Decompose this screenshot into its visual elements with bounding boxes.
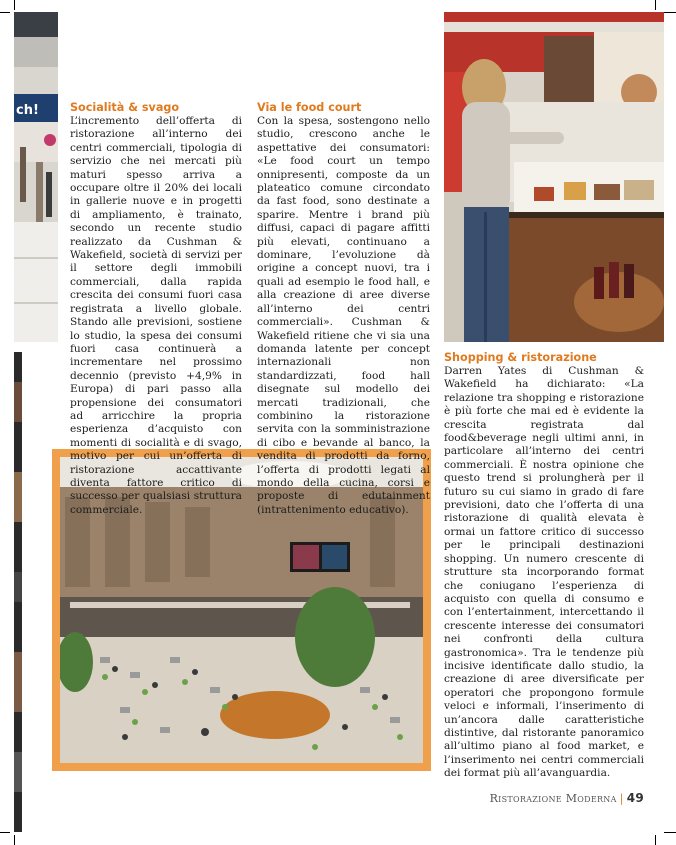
crop-mark [655,0,656,10]
heading-socialita: Socialità & svago [70,101,180,114]
heading-food-court: Via le food court [257,101,362,114]
crop-mark [664,832,676,833]
page-number: 49 [626,791,644,805]
page-footer [490,791,644,805]
dark-edge-image [14,352,22,832]
edge-photo-sign-text: ch! [16,103,39,118]
mall-edge-image [14,12,58,342]
column-shopping [444,351,644,781]
body-shopping: Darren Yates di Cushman & Wakefield ha dichiarato: «La relazione tra shopping e ristorazione è più forte che mai ed è evidente la crescita registrata dal food&beverage negli ultimi anni, in particolare all’interno dei centri commerciali. È nostra opinione che questo trend si prolungherà per il futuro su cui siamo in grado di fare previsioni, dato che l’offerta di una ristorazione di qualità elevata è ormai un fattore critico di successo per le principali destinazioni shopping. Un numero crescente di strutture sta incorporando format che coniugano l’esperienza di acquisto con quella di consumo e con l’entertainment, intercettando il crescente interesse dei consumatori nei confronti della cultura gastronomica». Tra le tendenze più incisive identificate dallo studio, la creazione di aree diversificate per operatori che propongono formule veloci e informali, l’inserimento di un’ancora dalle caratteristiche distintive, dal ristorante panoramico all’ultimo piano al food market, e l’inserimento nei centri commerciali dei format più all’avanguardia. [444,365,644,780]
crop-mark [0,832,10,833]
edge-photo-mall [14,12,58,342]
heading-shopping: Shopping & ristorazione [444,351,597,364]
food-counter-image [444,12,664,342]
column-socialita [70,101,242,517]
crop-mark [14,0,15,10]
crop-mark [14,835,15,845]
crop-mark [664,12,676,13]
edge-photo-dark [14,352,22,832]
magazine-name: Ristorazione Moderna [489,792,617,805]
body-socialita: L’incremento dell’offerta di ristorazione all’interno dei centri commerciali, tipologia di servizio che nei mercati più maturi spesso arriva a occupare oltre il 20% dei locali in gallerie nuove e in progetti di ampliamento, è trainato, secondo un recente studio realizzato da Cushman & Wakefield, società di servizi per il settore degli immobili commerciali, dalla rapida crescita dei consumi fuori casa registrata a livello globale. Stando alle previsioni, sostiene lo studio, la spesa dei consumi fuori casa continuerà a incrementare nel prossimo decennio (previsto +4,9% in Europa) di pari passo alla propensione dei consumatori ad arricchire la propria esperienza d’acquisto con momenti di socialità e di svago, motivo per cui un’offerta di ristorazione accattivante diventa fattore critico di successo per qualsiasi struttura commerciale. [70,115,242,516]
column-food-court [257,101,430,517]
footer-separator: | [619,792,624,805]
food-counter-photo [444,12,664,342]
body-food-court: Con la spesa, sostengono nello studio, crescono anche le aspettative dei consumatori: «Le food court un tempo onnipresenti, composte da un plateatico comune circondato da fast food, sono destinate a sparire. Mentre i brand più diffusi, capaci di pagare affitti più elevati, continuano a dominare, l’evoluzione dà origine a concept nuovi, tra i quali ad esempio le food hall, e alla creazione di aree diverse all’interno dei centri commerciali». Cushman & Wakefield ritiene che vi sia una domanda latente per concept internazionali non standardizzati, food hall disegnate sul modello dei mercati tradizionali, che combinino la ristorazione servita con la somministrazione di cibo e bevande al banco, la vendita di prodotti da forno, l’offerta di prodotti legati al mondo della cucina, corsi e proposte di edutainment (intrattenimento educativo). [257,115,430,516]
crop-mark [0,12,10,13]
crop-mark [655,835,656,845]
